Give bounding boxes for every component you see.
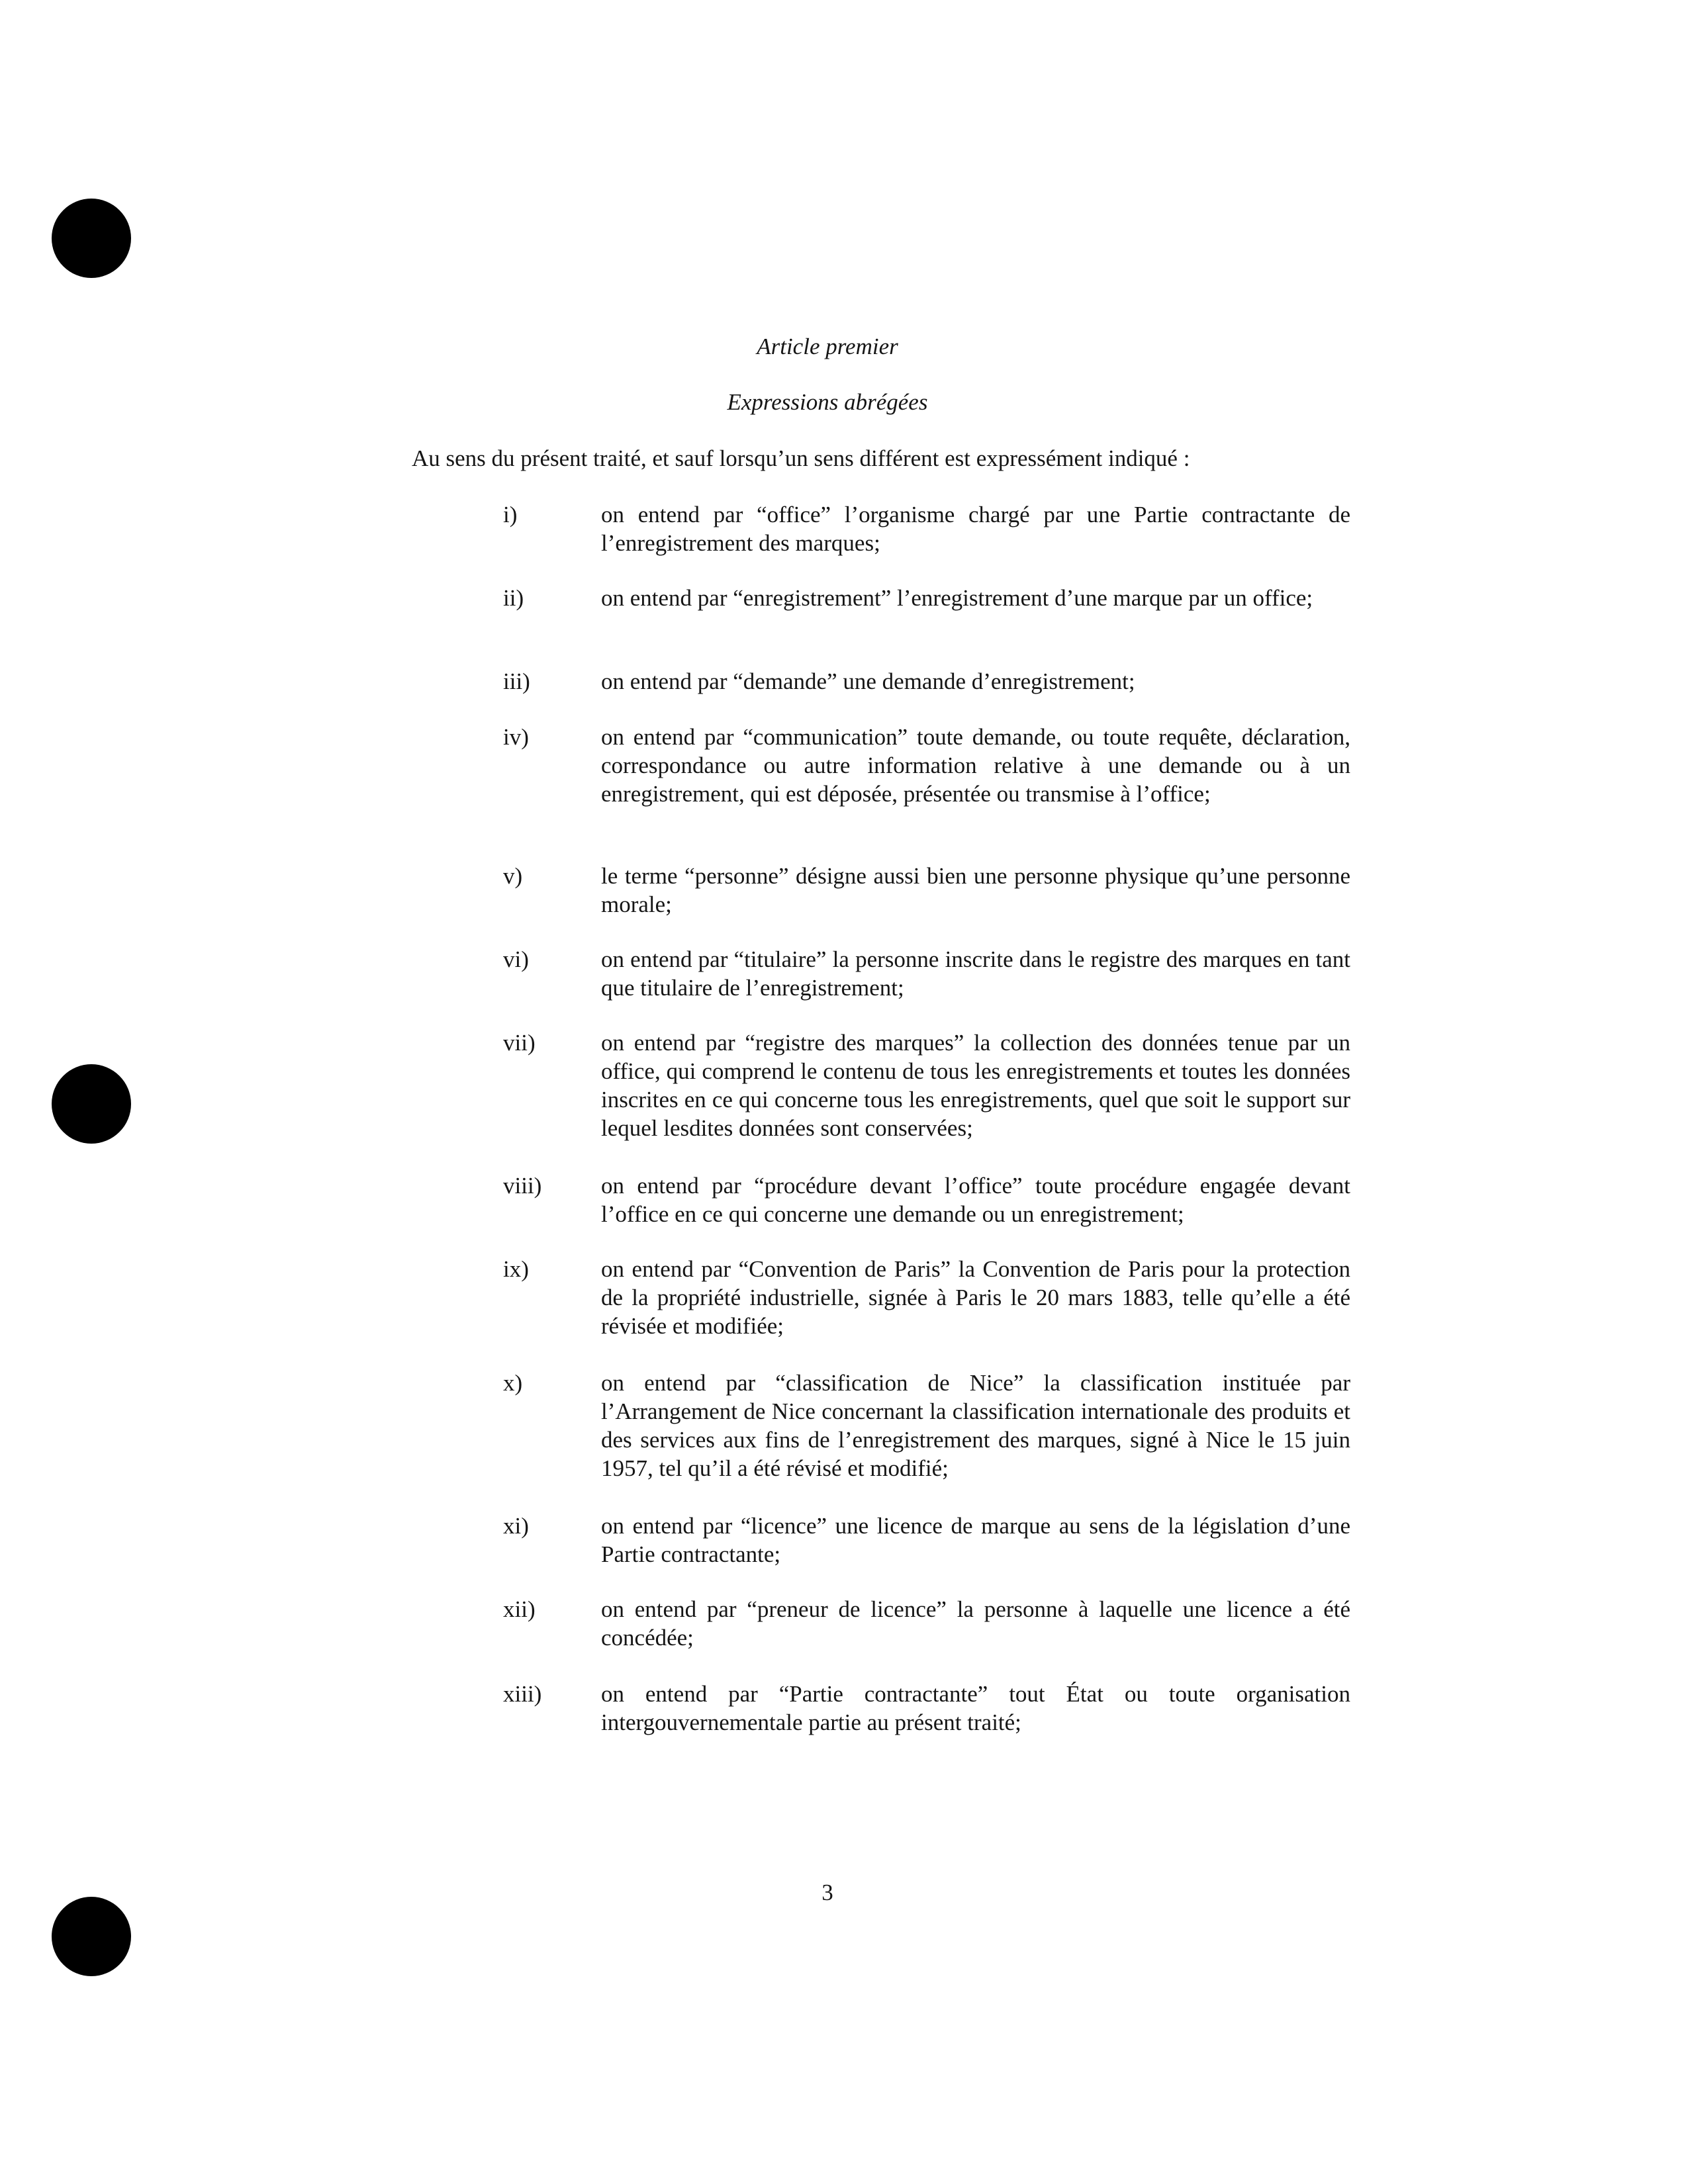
item-number: xi) [503, 1513, 529, 1539]
punch-hole-bottom [52, 1897, 131, 1976]
item-number: viii) [503, 1173, 542, 1199]
item-text: le terme “personne” désigne aussi bien une personne physique qu’une personne morale; [601, 863, 1350, 917]
item-text: on entend par “communication” toute demande, ou toute requête, déclaration, correspondance ou autre information relative à une demande ou à un enregistrement, qui est déposée, présentée ou transmise à l’office; [601, 724, 1350, 807]
item-number: ii) [503, 585, 524, 611]
item-text: on entend par “Convention de Paris” la Convention de Paris pour la protection de la propriété industrielle, signée à Paris le 20 mars 1883, telle qu’elle a été révisée et modifiée; [601, 1256, 1350, 1339]
item-text: on entend par “office” l’organisme chargé par une Partie contractante de l’enregistrement des marques; [601, 502, 1350, 556]
page-number: 3 [821, 1880, 833, 1905]
item-number: xii) [503, 1596, 536, 1622]
punch-hole-top [52, 199, 131, 278]
item-number: iv) [503, 724, 529, 750]
item-number: v) [503, 863, 523, 889]
item-text: on entend par “procédure devant l’office” toute procédure engagée devant l’office en ce qui concerne une demande ou un enregistrement; [601, 1173, 1350, 1227]
item-number: x) [503, 1370, 523, 1396]
item-text: on entend par “demande” une demande d’enregistrement; [601, 668, 1135, 694]
item-text: on entend par “titulaire” la personne inscrite dans le registre des marques en tant que titulaire de l’enregistrement; [601, 946, 1350, 1001]
item-text: on entend par “registre des marques” la collection des données tenue par un office, qui comprend le contenu de tous les enregistrements et toutes les données inscrites en ce qui concerne tous les enregistrements, quel que soit le support sur lequel lesdites données sont conservées; [601, 1030, 1350, 1141]
item-number: i) [503, 502, 518, 527]
item-text: on entend par “classification de Nice” la classification instituée par l’Arrangement de Nice concernant la classification internationale des produits et des services aux fins de l’enregistrement des marques, signé à Nice le 15 juin 1957, tel qu’il a été révisé et modifié; [601, 1370, 1350, 1481]
item-number: xiii) [503, 1681, 542, 1707]
item-text: on entend par “enregistrement” l’enregistrement d’une marque par un office; [601, 585, 1313, 611]
section-title: Expressions abrégées [727, 389, 928, 415]
item-text: on entend par “Partie contractante” tout État ou toute organisation intergouvernementale partie au présent traité; [601, 1681, 1350, 1735]
item-number: ix) [503, 1256, 529, 1282]
article-title: Article premier [757, 334, 898, 359]
item-text: on entend par “preneur de licence” la personne à laquelle une licence a été concédée; [601, 1596, 1350, 1651]
punch-hole-middle [52, 1064, 131, 1144]
item-number: iii) [503, 668, 530, 694]
item-number: vi) [503, 946, 529, 972]
intro-paragraph: Au sens du présent traité, et sauf lorsqu’un sens différent est expressément indiqué : [412, 445, 1190, 471]
item-number: vii) [503, 1030, 536, 1056]
item-text: on entend par “licence” une licence de marque au sens de la législation d’une Partie contractante; [601, 1513, 1350, 1567]
